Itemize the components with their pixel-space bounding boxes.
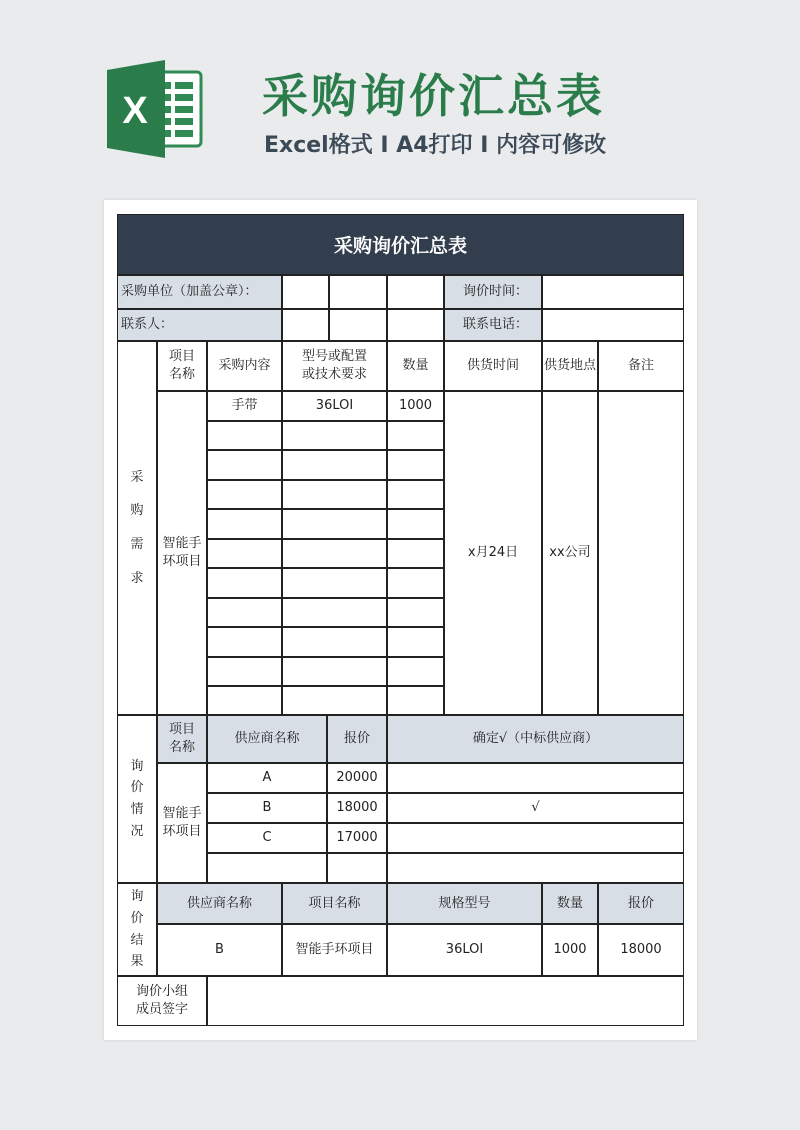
demand-empty-cell[interactable]	[282, 450, 387, 480]
demand-empty-cell[interactable]	[282, 539, 387, 568]
page-subtitle: Excel格式 I A4打印 I 内容可修改	[264, 133, 607, 158]
demand-empty-cell[interactable]	[282, 421, 387, 450]
demand-empty-cell[interactable]	[282, 568, 387, 598]
inquiry-header-confirm: 确定√（中标供应商）	[387, 715, 684, 763]
inquiry-empty-cell[interactable]	[327, 853, 387, 883]
inquiry-price: 18000	[327, 793, 387, 823]
unit-cell-3[interactable]	[387, 275, 444, 309]
excel-logo-icon	[105, 60, 205, 158]
demand-note[interactable]	[598, 391, 684, 715]
inquiry-project-name: 智能手 环项目	[157, 763, 207, 883]
unit-cell-2[interactable]	[329, 275, 387, 309]
demand-empty-cell[interactable]	[207, 421, 282, 450]
demand-empty-cell[interactable]	[282, 627, 387, 657]
demand-empty-cell[interactable]	[207, 539, 282, 568]
demand-empty-cell[interactable]	[207, 657, 282, 686]
unit-cell-1[interactable]	[282, 275, 329, 309]
result-header-qty: 数量	[542, 883, 598, 924]
sheet-banner: 采购询价汇总表	[117, 214, 684, 275]
demand-empty-cell[interactable]	[387, 657, 444, 686]
demand-header-note: 备注	[598, 341, 684, 391]
demand-empty-cell[interactable]	[207, 450, 282, 480]
demand-header-supply-place: 供货地点	[542, 341, 598, 391]
inquiry-confirm[interactable]: √	[387, 793, 684, 823]
contact-cell-1[interactable]	[282, 309, 329, 341]
time-label: 询价时间：	[444, 275, 542, 309]
demand-empty-cell[interactable]	[387, 686, 444, 715]
demand-header-supply-time: 供货时间	[444, 341, 542, 391]
demand-empty-cell[interactable]	[387, 627, 444, 657]
demand-empty-cell[interactable]	[207, 627, 282, 657]
result-header-supplier: 供应商名称	[157, 883, 282, 924]
demand-empty-cell[interactable]	[387, 568, 444, 598]
demand-empty-cell[interactable]	[387, 598, 444, 627]
contact-cell-3[interactable]	[387, 309, 444, 341]
svg-text:X: X	[122, 90, 148, 132]
page-title: 采购询价汇总表	[262, 69, 605, 123]
demand-empty-cell[interactable]	[282, 686, 387, 715]
demand-empty-cell[interactable]	[387, 539, 444, 568]
demand-header-project: 项目 名称	[157, 341, 207, 391]
demand-header-qty: 数量	[387, 341, 444, 391]
section-inquiry: 询 价 情 况	[117, 715, 157, 883]
demand-empty-cell[interactable]	[282, 480, 387, 509]
demand-row-qty: 1000	[387, 391, 444, 421]
demand-empty-cell[interactable]	[387, 480, 444, 509]
demand-empty-cell[interactable]	[387, 421, 444, 450]
demand-empty-cell[interactable]	[207, 686, 282, 715]
demand-empty-cell[interactable]	[387, 509, 444, 539]
result-supplier: B	[157, 924, 282, 976]
result-header-spec: 规格型号	[387, 883, 542, 924]
demand-empty-cell[interactable]	[207, 480, 282, 509]
inquiry-confirm[interactable]	[387, 823, 684, 853]
signature-label: 询价小组 成员签字	[117, 976, 207, 1026]
section-result: 询 价 结 果	[117, 883, 157, 976]
phone-label: 联系电话：	[444, 309, 542, 341]
inquiry-confirm[interactable]	[387, 763, 684, 793]
result-price: 18000	[598, 924, 684, 976]
result-header-price: 报价	[598, 883, 684, 924]
signature-field[interactable]	[207, 976, 684, 1026]
demand-supply-place: xx公司	[542, 391, 598, 715]
contact-label: 联系人：	[117, 309, 282, 341]
demand-header-content: 采购内容	[207, 341, 282, 391]
inquiry-price: 17000	[327, 823, 387, 853]
demand-project-name: 智能手 环项目	[157, 391, 207, 715]
inquiry-header-supplier: 供应商名称	[207, 715, 327, 763]
demand-empty-cell[interactable]	[282, 657, 387, 686]
demand-row-content: 手带	[207, 391, 282, 421]
demand-header-model: 型号或配置 或技术要求	[282, 341, 387, 391]
inquiry-header-project: 项目 名称	[157, 715, 207, 763]
time-value[interactable]	[542, 275, 684, 309]
inquiry-supplier: A	[207, 763, 327, 793]
inquiry-header-price: 报价	[327, 715, 387, 763]
demand-empty-cell[interactable]	[207, 568, 282, 598]
demand-row-model: 36LOI	[282, 391, 387, 421]
result-qty: 1000	[542, 924, 598, 976]
inquiry-price: 20000	[327, 763, 387, 793]
inquiry-empty-cell[interactable]	[387, 853, 684, 883]
result-spec: 36LOI	[387, 924, 542, 976]
demand-supply-time: x月24日	[444, 391, 542, 715]
demand-empty-cell[interactable]	[207, 509, 282, 539]
demand-empty-cell[interactable]	[282, 598, 387, 627]
section-demand: 采 购 需 求	[117, 341, 157, 715]
phone-value[interactable]	[542, 309, 684, 341]
demand-empty-cell[interactable]	[207, 598, 282, 627]
demand-empty-cell[interactable]	[387, 450, 444, 480]
result-header-project: 项目名称	[282, 883, 387, 924]
inquiry-supplier: C	[207, 823, 327, 853]
contact-cell-2[interactable]	[329, 309, 387, 341]
demand-empty-cell[interactable]	[282, 509, 387, 539]
unit-label: 采购单位（加盖公章）：	[117, 275, 282, 309]
inquiry-supplier: B	[207, 793, 327, 823]
result-project: 智能手环项目	[282, 924, 387, 976]
inquiry-sheet	[117, 214, 684, 1026]
inquiry-empty-cell[interactable]	[207, 853, 327, 883]
